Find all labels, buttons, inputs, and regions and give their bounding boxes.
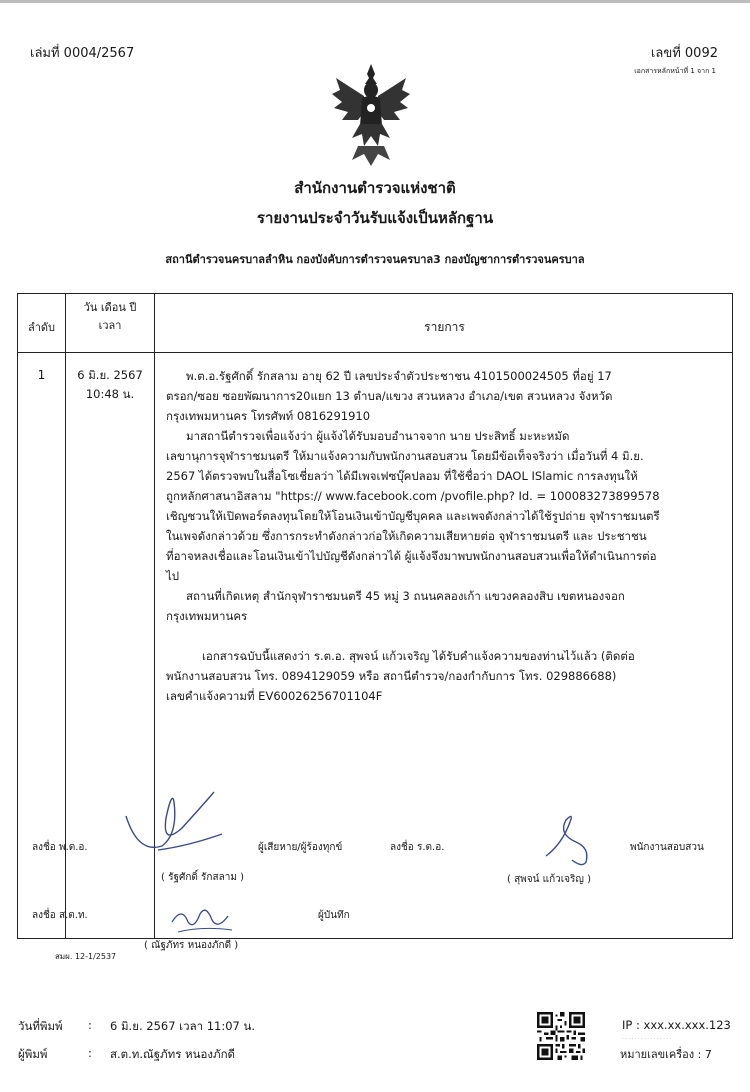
report-title: รายงานประจำวันรับแจ้งเป็นหลักฐาน <box>256 209 494 227</box>
sign3-role: ผู้บันทึก <box>318 910 350 921</box>
body-line: ไป <box>166 569 180 583</box>
body-line: เชิญชวนให้เปิดพอร์ตลงทุนโดยให้โอนเงินเข้าบัญชีบุคคล และเพจดังกล่าวได้ใช้รูปถ่าย จุฬาราชมนตรี <box>166 509 660 523</box>
sign1-role: ผู้เสียหาย/ผู้ร้องทุกข์ <box>258 842 343 853</box>
small-print-watermark: · · · · · · · · · · · · · · · · <box>622 1036 672 1042</box>
body-line: พนักงานสอบสวน โทร. 0894129059 หรือ สถานีตำรวจ/กองกำกับการ โทร. 029886688) <box>166 669 617 683</box>
book-number: เล่มที่ 0004/2567 <box>30 46 135 61</box>
printer-label: ผู้พิมพ์ <box>18 1047 48 1061</box>
sign1-label: ลงชื่อ พ.ต.อ. <box>32 842 88 853</box>
table-header-divider <box>18 352 732 353</box>
report-table <box>17 293 733 951</box>
printer-colon: : <box>88 1046 92 1060</box>
body-line: มาสถานีตำรวจเพื่อแจ้งว่า ผู้แจ้งได้รับมอบอำนาจจาก นาย ประสิทธิ์ มะหะหมัด <box>186 429 570 443</box>
header-date <box>66 299 154 335</box>
signature-complainant-icon <box>118 788 248 868</box>
header-date-line1: วัน เดือน ปี <box>83 301 137 314</box>
sign1-name: ( รัฐศักดิ์ รักสลาม ) <box>161 872 244 883</box>
document-number: เลขที่ 0092 <box>650 46 718 61</box>
body-line: เลขานุการจุฬาราชมนตรี ให้มาแจ้งความกับพนักงานสอบสวน โดยมีข้อเท็จจริงว่า เมื่อวันที่ 4 มิ.ย. <box>166 449 644 463</box>
form-code: สมผ. 12-1/2537 <box>55 952 117 961</box>
sign2-label: ลงชื่อ ร.ต.อ. <box>390 842 445 853</box>
row-time-value: 10:48 น. <box>85 387 135 401</box>
row-date <box>66 366 154 404</box>
garuda-emblem-icon <box>328 60 414 170</box>
print-date-value: 6 มิ.ย. 2567 เวลา 11:07 น. <box>110 1019 256 1033</box>
sign2-name: ( สุพจน์ แก้วเจริญ ) <box>507 874 592 885</box>
signature-investigator-icon <box>536 810 606 870</box>
body-line: ตรอก/ซอย ซอยพัฒนาการ20แยก 13 ตำบล/แขวง สวนหลวง อำเภอ/เขต สวนหลวง จังหวัด <box>166 389 613 403</box>
report-body <box>166 366 726 706</box>
printer-value: ส.ต.ท.ณัฐภัทร หนองภักดี <box>110 1047 236 1061</box>
header-date-line2: เวลา <box>98 319 122 332</box>
ip-address: IP : xxx.xx.xxx.123 <box>622 1018 731 1032</box>
body-line: เอกสารฉบับนี้แสดงว่า ร.ต.อ. สุพจน์ แก้วเจริญ ได้รับคำแจ้งความของท่านไว้แล้ว (ติดต่อ <box>202 649 635 663</box>
header-sequence: ลำดับ <box>27 321 56 334</box>
top-border <box>0 0 750 3</box>
header-items: รายการ <box>424 320 465 334</box>
row-sequence: 1 <box>37 368 46 382</box>
print-date-label: วันที่พิมพ์ <box>18 1019 63 1033</box>
body-line: เลขคำแจ้งความที่ EV60026256701104F <box>166 689 383 703</box>
body-line: กรุงเทพมหานคร โทรศัพท์ 0816291910 <box>166 409 371 423</box>
body-line: กรุงเทพมหานคร <box>166 609 248 623</box>
organization-name: สำนักงานตำรวจแห่งชาติ <box>294 179 456 197</box>
body-line: พ.ต.อ.รัฐศักดิ์ รักสลาม อายุ 62 ปี เลขประจำตัวประชาชน 4101500024505 ที่อยู่ 17 <box>186 369 612 383</box>
machine-number: หมายเลขเครื่อง : 7 <box>620 1048 712 1061</box>
body-line: ที่อาจหลงเชื่อและโอนเงินเข้าไปบัญชีดังกล่าวได้ ผู้แจ้งจึงมาพบพนักงานสอบสวนเพื่อให้ดำเนินการต่อ <box>166 549 657 563</box>
sign3-name: ( ณัฐภัทร หนองภักดี ) <box>144 940 239 951</box>
station-name: สถานีตำรวจนครบาลลำหิน กองบังคับการตำรวจนครบาล3 กองบัญชาการตำรวจนครบาล <box>165 253 585 266</box>
signature-recorder-icon <box>168 900 238 936</box>
body-line: ถูกหลักศาสนาอิสลาม "https:// www.facebook.com /pvofile.php? Id. = 100083273899578 <box>166 489 660 503</box>
sign3-label: ลงชื่อ ส.ต.ท. <box>32 910 88 921</box>
row-date-value: 6 มิ.ย. 2567 <box>77 368 143 382</box>
body-line: สถานที่เกิดเหตุ สำนักจุฬาราชมนตรี 45 หมู่ 3 ถนนคลองเก้า แขวงคลองสิบ เขตหนองจอก <box>186 589 625 603</box>
print-date-colon: : <box>88 1018 92 1032</box>
body-line: ในเพจดังกล่าวด้วย ซึ่งการกระทำดังกล่าวก่อให้เกิดความเสียหายต่อ จุฬาราชมนตรี และ ประชาชน <box>166 529 647 543</box>
page-indicator: เอกสารหลักหน้าที่ 1 จาก 1 <box>634 67 716 75</box>
body-line: 2567 ได้ตรวจพบในสื่อโซเชี่ยลว่า ได้มีเพจเฟซบุ๊คปลอม ที่ใช้ชื่อว่า DAOL ISlamic การลงทุนให้ <box>166 469 638 483</box>
qr-code-icon <box>537 1012 585 1060</box>
sign2-role: พนักงานสอบสวน <box>630 842 704 853</box>
